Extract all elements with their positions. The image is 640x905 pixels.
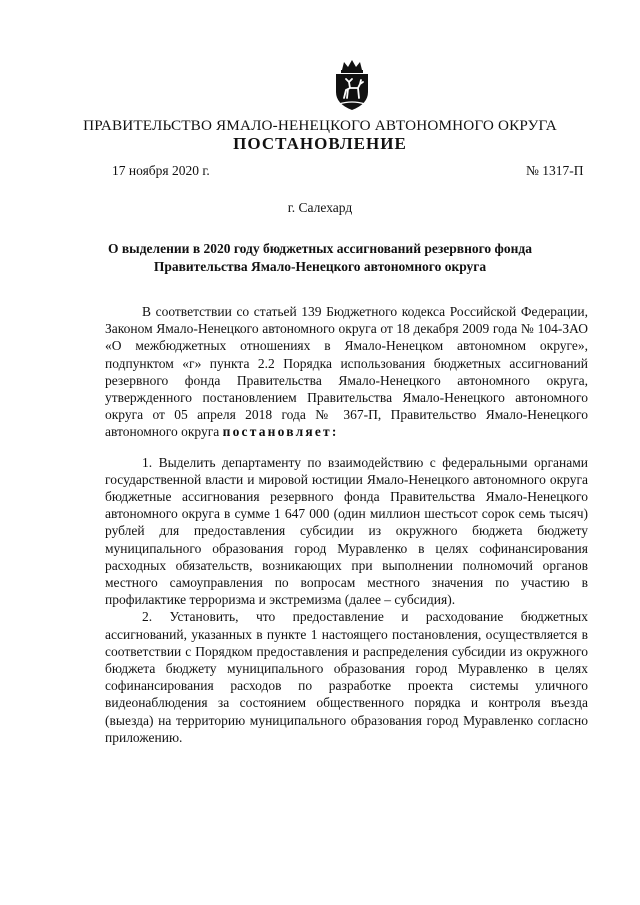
document-body xyxy=(105,303,588,746)
organization-name: ПРАВИТЕЛЬСТВО ЯМАЛО-НЕНЕЦКОГО АВТОНОМНОГО ОКРУГА xyxy=(83,117,557,134)
item-2-paragraph: 2. Установить, что предоставление и расходование бюджетных ассигнований, указанных в пункте 1 настоящего постановления, осуществляется в соответствии с Порядком предоставления и распределения субсидии из окружного бюджета бюджету муниципального образования город Муравленко в целях софинансирования расходов по разработке проекта системы уличного видеонаблюдения за состоянием общественного порядка и контроля въезда (выезда) на территорию муниципального образования город Муравленко согласно приложению. xyxy=(105,609,588,745)
document-title: О выделении в 2020 году бюджетных ассигнований резервного фонда Правительства Ямало-Ненецкого автономного округа xyxy=(108,241,532,274)
document-city: г. Салехард xyxy=(287,200,353,215)
preamble-paragraph xyxy=(105,303,588,441)
preamble-text: В соответствии со статьей 139 Бюджетного кодекса Российской Федерации, Законом Ямало-Ненецкого автономного округа от 18 декабря 2009 года № 104-ЗАО «О межбюджетных отношениях в Ямало-Ненецком автономном округе», подпунктом «г» пункта 2.2 Порядка использования бюджетных ассигнований резервного фонда Правительства Ямало-Ненецкого автономного округа, утвержденного постановлением Правительства Ямало-Ненецкого автономного округа от 05 апреля 2018 года № 367-П, Правительство Ямало-Ненецкого автономного округа xyxy=(105,304,588,440)
yamalo-nenets-coat-of-arms-icon xyxy=(330,58,374,112)
document-date: 17 ноября 2020 г. xyxy=(112,163,210,178)
document-number: № 1317-П xyxy=(526,163,584,178)
item-1-paragraph: 1. Выделить департаменту по взаимодействию с федеральными органами государственной власти и мировой юстиции Ямало-Ненецкого автономного округа бюджетные ассигнования резервного фонда Правительства Ямало-Ненецкого автономного округа в сумме 1 647 000 (один миллион шестьсот сорок семь тысяч) рублей для предоставления субсидии из окружного бюджета бюджету муниципального образования город Муравленко в целях софинансирования расходных обязательств, возникающих при выполнении полномочий органов местного самоуправления по вопросам местного значения по участию в профилактике терроризма и экстремизма (далее – субсидия). xyxy=(105,454,588,608)
document-type: ПОСТАНОВЛЕНИЕ xyxy=(233,134,407,153)
resolves-word: постановляет: xyxy=(222,424,339,440)
